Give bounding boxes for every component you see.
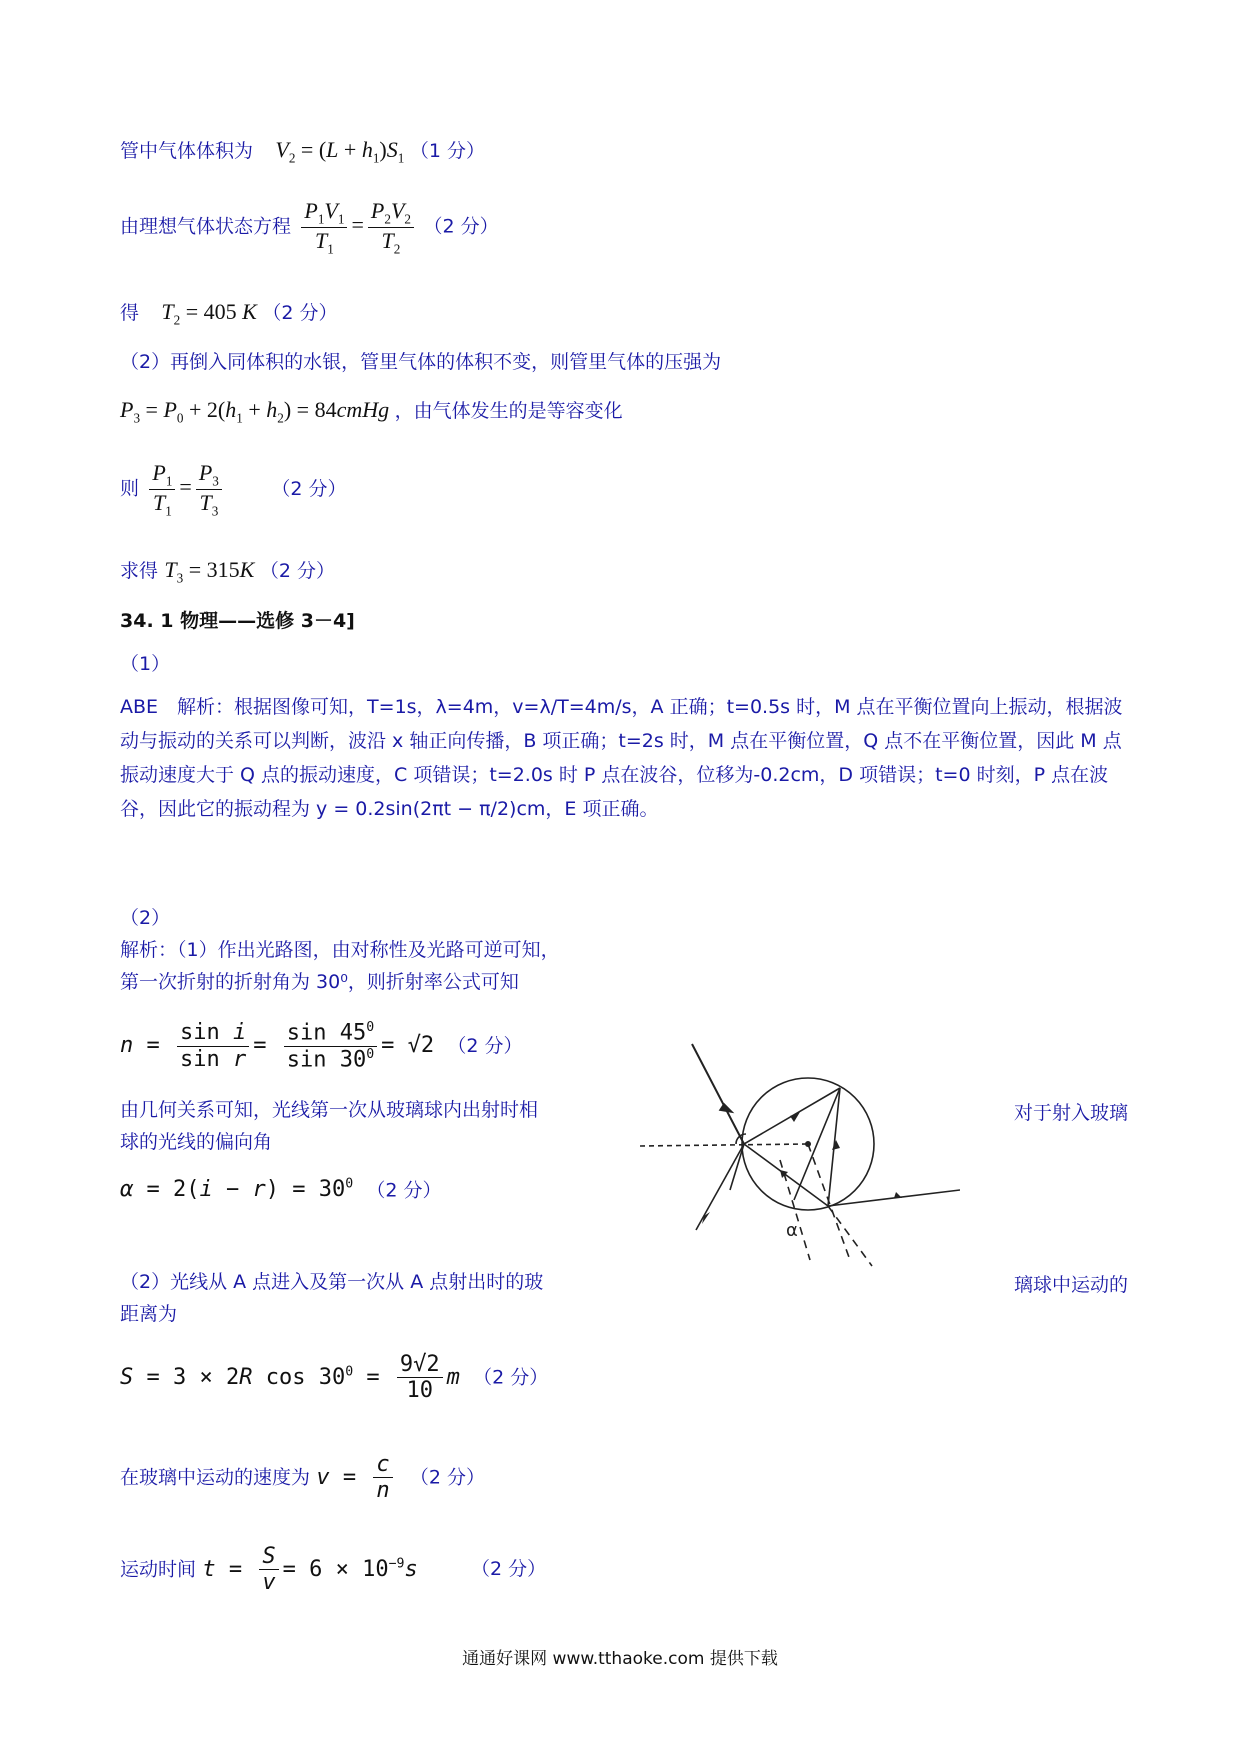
t3-line xyxy=(120,556,335,587)
time-score: （2 分） xyxy=(470,1558,547,1581)
sub-question-2: （2） xyxy=(120,907,171,929)
volume-label: 管中气体体积为 xyxy=(120,140,254,162)
gas-law-label: 由理想气体状态方程 xyxy=(120,215,292,238)
t2-score: （2 分） xyxy=(262,302,338,324)
arrow-3 xyxy=(894,1192,902,1198)
answer-paragraph: ABE 解析：根据图像可知，T=1s，λ=4m，v=λ/T=4m/s，A 正确；t=0.5s 时，M 点在平衡位置向上振动，根据波动与振动的关系可以判断，波沿 x 轴正向传播，B 项正确；t=2s 时，M 点在平衡位置，Q 点不在平衡位置，因此 M 点振动速度大于 Q 点的振动速度，C 项错误；t=2.0s 时 P 点在波谷，位移为-0.2cm，D 项错误；t=0 时刻，P 点在波谷，因此它的振动程为 y = 0.2sin(2πt − π/2)cm，E 项正确。 xyxy=(120,696,1123,820)
geometry-text-right: 对于射入玻璃 xyxy=(1013,1102,1128,1124)
refractive-index-line xyxy=(120,1020,523,1072)
isochoric-label: 则 xyxy=(120,477,140,500)
analysis-line-1: 解析：（1）作出光路图，由对称性及光路可逆可知， xyxy=(120,939,560,961)
t2-line xyxy=(120,298,337,329)
time-formula: t = $\frac{S}{v}$ = $6 \times 10^{-9}s$ xyxy=(202,1544,418,1596)
section-34-heading: 34. 1 物理——选修 3－4] xyxy=(120,610,355,632)
page-footer: 通通好课网 www.tthaoke.com 提供下载 xyxy=(462,1649,778,1669)
normal-line xyxy=(640,1144,808,1146)
time-line xyxy=(120,1544,546,1596)
gas-law-line xyxy=(120,198,499,256)
exit-ray-2 xyxy=(696,1144,744,1230)
center-dot xyxy=(805,1141,811,1147)
gas-law-formula: $\frac{P_1V_1}{T_1}$ = $\frac{P_2V_2}{T_2}$ xyxy=(297,212,423,237)
t3-label: 求得 xyxy=(120,560,159,582)
time-label: 运动时间 xyxy=(120,1558,197,1581)
gas-law-score: （2 分） xyxy=(423,215,499,238)
t2-label: 得 xyxy=(120,302,140,324)
deviation-angle-formula: $\alpha = 2(i - r) = 30^0$ xyxy=(120,1177,354,1203)
geometry-text-line2: 球的光线的偏向角 xyxy=(120,1131,273,1153)
isochoric-score: （2 分） xyxy=(271,477,347,500)
speed-formula: v = $\frac{c}{n}$ xyxy=(316,1465,410,1490)
deviation-angle-line xyxy=(120,1176,442,1205)
sub-question-1: （1） xyxy=(120,653,171,675)
refractive-index-formula: n = $\frac{\text{sin i}}{\text{sin r}}$ = $\frac{\sin 45^0}{\sin 30^0}$ = √2 xyxy=(120,1020,448,1072)
distance-text-right: 璃球中运动的 xyxy=(1013,1274,1128,1296)
refractive-index-score: （2 分） xyxy=(447,1034,523,1057)
dashed-normal-3 xyxy=(828,1206,872,1266)
internal-ray-3 xyxy=(744,1144,828,1206)
internal-ray-4 xyxy=(794,1088,840,1200)
distance-text-left: （2）光线从 A 点进入及第一次从 A 点射出时的玻 xyxy=(120,1271,544,1293)
volume-formula: $V_2 = (L + h_1)S_1$ xyxy=(275,137,405,166)
volume-score: （1 分） xyxy=(409,140,485,162)
arrow-4 xyxy=(780,1170,788,1178)
dashed-normal-1 xyxy=(808,1144,850,1260)
deviation-angle-score: （2 分） xyxy=(366,1179,442,1202)
path-length-formula: S = 3 × 2R $\cos 30^0$ = $\frac{9√2}{10}$ m xyxy=(120,1352,460,1404)
t3-formula: $T_3 = 315K$ xyxy=(164,557,255,586)
t2-formula: $T_2 = 405$ K xyxy=(161,299,257,328)
speed-label: 在玻璃中运动的速度为 xyxy=(120,1466,311,1489)
light-path-diagram xyxy=(640,1040,960,1280)
path-length-score: （2 分） xyxy=(473,1366,549,1389)
p3-line xyxy=(120,396,623,427)
incident-arrow xyxy=(720,1104,732,1112)
arrow-2 xyxy=(832,1140,840,1150)
p3-note: ，由气体发生的是等容变化 xyxy=(394,400,623,422)
t3-score: （2 分） xyxy=(259,560,335,582)
isochoric-formula: $\frac{P_1}{T_1}$ = $\frac{P_3}{T_3}$ xyxy=(145,474,231,499)
p3-formula: $P_3 = P_0 + 2(h_1 + h_2)$ = 84cmHg xyxy=(120,397,390,426)
isochoric-line xyxy=(120,460,347,518)
distance-text-line2: 距离为 xyxy=(120,1303,178,1325)
geometry-text-left: 由几何关系可知，光线第一次从玻璃球内出射时相 xyxy=(120,1099,539,1121)
exit-ray-3 xyxy=(730,1144,744,1190)
path-length-line xyxy=(120,1352,548,1404)
volume-line xyxy=(120,136,485,167)
speed-score: （2 分） xyxy=(409,1466,486,1489)
incident-ray xyxy=(692,1044,744,1144)
speed-line xyxy=(120,1452,485,1504)
analysis-line-2: 第一次折射的折射角为 30⁰，则折射率公式可知 xyxy=(120,971,519,993)
diagram-alpha-label: α xyxy=(786,1220,798,1241)
pour-mercury-line: （2）再倒入同体积的水银，管里气体的体积不变，则管里气体的压强为 xyxy=(120,351,722,373)
